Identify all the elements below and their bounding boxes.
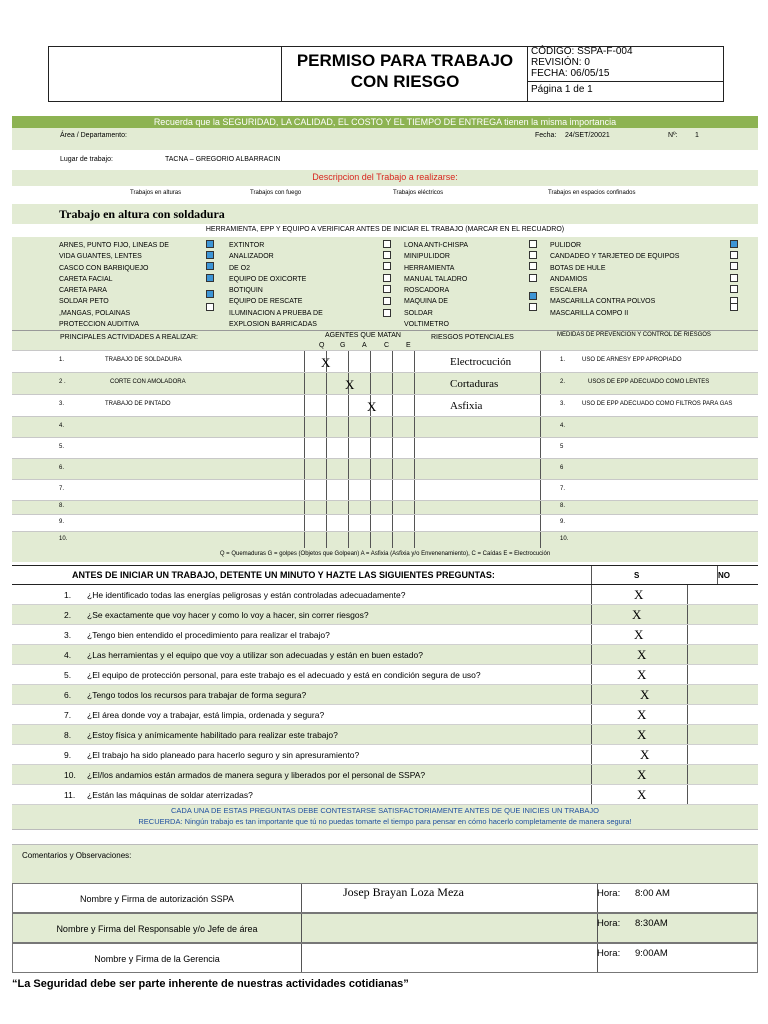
checkbox-minipulidor[interactable]	[529, 251, 537, 259]
risk-cell	[540, 351, 541, 372]
activity-num: 8.	[59, 503, 65, 509]
agents-cell	[304, 459, 305, 479]
risks-header: RIESGOS POTENCIALES	[431, 334, 514, 341]
equipment-col4	[550, 240, 730, 319]
agents-cell	[304, 501, 305, 514]
question-text: ¿Se exactamente que voy hacer y como lo voy a hacer, sin correr riesgos?	[87, 610, 369, 620]
equip-item: ESCALERA	[550, 287, 588, 295]
type-fuego: Trabajos con fuego	[250, 190, 302, 196]
equip-item: EQUIPO DE RESCATE	[229, 298, 303, 306]
lugar-row	[12, 150, 758, 170]
agent-g-cell	[348, 515, 349, 531]
equip-item: ILUMINACION A PRUEBA DE	[229, 309, 323, 317]
answer-si-mark: X	[640, 687, 650, 702]
question-num: 4.	[64, 650, 72, 660]
checkbox-casco[interactable]	[206, 262, 214, 270]
agent-a-cell	[370, 373, 371, 394]
agent-c-cell	[392, 515, 393, 531]
agent-a-cell	[370, 417, 371, 437]
checkbox-herramienta[interactable]	[529, 262, 537, 270]
agent-e-cell	[414, 373, 415, 394]
si-label: S	[634, 571, 640, 580]
equip-item: MANUAL TALADRO	[404, 275, 468, 283]
agent-a-cell	[370, 351, 371, 372]
header-logo-cell	[48, 46, 282, 102]
agent-e-cell	[414, 351, 415, 372]
measure-text: USO DE EPP ADECUADO COMO FILTROS PARA GAS	[582, 401, 733, 407]
question-text: ¿He identificado todas las energías peligrosas y están controladas adecuadamente?	[87, 590, 406, 600]
answer-si-cell[interactable]	[591, 685, 687, 704]
question-text: ¿Tengo bien entendido el procedimiento para realizar el trabajo?	[87, 630, 330, 640]
agent-letter-g: G	[340, 342, 346, 349]
equip-item: SOLDAR PETO	[59, 298, 109, 306]
measures-header: MEDIDAS DE PREVENCION Y CONTROL DE RIESGOS	[557, 332, 711, 338]
activity-num: 7.	[59, 486, 65, 492]
comments-box[interactable]	[12, 845, 758, 883]
checkbox-careta-soldar[interactable]	[206, 290, 214, 298]
activity-num: 1.	[59, 357, 65, 363]
descripcion-title: Descripcion del Trabajo a realizarse:	[312, 172, 458, 182]
agent-q-cell	[326, 438, 327, 458]
question-row	[12, 785, 758, 805]
answer-no-cell[interactable]	[687, 685, 758, 704]
equip-item: SOLDAR	[404, 309, 433, 317]
answer-no-cell[interactable]	[687, 765, 758, 784]
checkbox-botiquin[interactable]	[383, 285, 391, 293]
question-row	[12, 725, 758, 745]
agent-c-cell	[392, 351, 393, 372]
equip-item: LONA ANTI-CHISPA	[404, 242, 469, 249]
no-label: NO	[718, 571, 730, 580]
equip-item: ROSCADORA	[404, 287, 450, 295]
answer-no-cell[interactable]	[687, 745, 758, 764]
equip-item: PROTECCION AUDITIVA	[59, 321, 139, 329]
checkbox-voltimetro[interactable]	[529, 303, 537, 311]
note-1: CADA UNA DE ESTAS PREGUNTAS DEBE CONTESTARSE SATISFACTORIAMENTE ANTES DE QUE INICIES UN TRABAJO	[171, 806, 599, 815]
agent-c-cell	[392, 480, 393, 500]
comments-label: Comentarios y Observaciones:	[22, 851, 132, 860]
answer-no-cell[interactable]	[687, 605, 758, 624]
activity-num: 2 .	[59, 379, 66, 385]
agent-c-cell	[392, 459, 393, 479]
agents-cell	[304, 351, 305, 372]
hora-label: Hora:	[597, 948, 621, 959]
answer-no-cell[interactable]	[687, 645, 758, 664]
work-title-row	[12, 204, 758, 224]
table-row	[12, 514, 758, 531]
risk-cell	[540, 532, 541, 548]
equip-item: VIDA GUANTES, LENTES	[59, 253, 142, 261]
agent-q-cell	[326, 373, 327, 394]
question-num: 6.	[64, 690, 72, 700]
checkbox-oxicorte[interactable]	[383, 274, 391, 282]
equipment-col1	[59, 240, 199, 330]
signature-label: Nombre y Firma de la Gerencia	[94, 954, 220, 964]
header-title-line2: CON RIESGO	[350, 72, 460, 91]
equip-item: ARNES, PUNTO FIJO, LINEAS DE	[59, 242, 169, 249]
table-row	[12, 479, 758, 500]
hora-cell	[597, 914, 759, 942]
header-meta	[527, 46, 724, 102]
hora-value: 8:00 AM	[635, 888, 670, 899]
equip-item: EQUIPO DE OXICORTE	[229, 275, 307, 283]
equipment-title: HERRAMIENTA, EPP Y EQUIPO A VERIFICAR ANTES DE INICIAR EL TRABAJO (MARCAR EN EL RECUADRO)	[205, 226, 565, 233]
risk-cell	[540, 417, 541, 437]
answer-no-cell[interactable]	[687, 705, 758, 724]
equip-item: CANDADEO Y TARJETEO DE EQUIPOS	[550, 253, 680, 261]
table-row	[12, 458, 758, 479]
agent-letter-a: A	[362, 342, 367, 349]
agent-g-cell	[348, 501, 349, 514]
question-row	[12, 665, 758, 685]
checkbox-escalera[interactable]	[730, 285, 738, 293]
equip-item: MASCARILLA CONTRA POLVOS	[550, 298, 656, 306]
agent-q-cell	[326, 501, 327, 514]
equip-item: EXPLOSION BARRICADAS	[229, 321, 317, 329]
agent-a-cell	[370, 515, 371, 531]
measure-text: USOS DE EPP ADECUADO COMO LENTES	[588, 379, 710, 385]
answer-si-mark: X	[637, 647, 647, 662]
agent-q-cell	[326, 515, 327, 531]
agent-g-cell	[348, 480, 349, 500]
note-2: RECUERDA: Ningún trabajo es tan importante que tú no puedas tomarte el tiempo para pensar en cómo hacerlo completamente de manera segura!	[138, 817, 632, 826]
answer-si-mark: X	[640, 747, 650, 762]
agent-e-cell	[414, 459, 415, 479]
equipment-title-row	[12, 224, 758, 237]
footer-quote: “La Seguridad debe ser parte inherente de nuestras actividades cotidianas”	[12, 978, 409, 990]
type-confinados: Trabajos en espacios confinados	[548, 190, 636, 196]
agent-c-cell	[392, 417, 393, 437]
hora-label: Hora:	[597, 888, 621, 899]
equip-item: ANDAMIOS	[550, 275, 588, 283]
equip-item: MASCARILLA COMPO II	[550, 309, 629, 317]
agents-cell	[304, 532, 305, 548]
question-num: 10.	[64, 770, 76, 780]
agents-cell	[304, 438, 305, 458]
checkbox-careta-facial[interactable]	[206, 274, 214, 282]
agents-cell	[304, 395, 305, 416]
agents-header: AGENTES QUE MATAN	[325, 332, 401, 339]
risk-cell	[540, 373, 541, 394]
activity-num: 5.	[59, 444, 65, 450]
area-label: Área / Departamento:	[60, 132, 127, 139]
activity-text: TRABAJO DE PINTADO	[105, 401, 171, 407]
agent-q-cell	[326, 417, 327, 437]
agent-q-cell	[326, 480, 327, 500]
question-row	[12, 765, 758, 785]
question-row	[12, 745, 758, 765]
answer-no-cell[interactable]	[687, 625, 758, 644]
question-num: 7.	[64, 710, 72, 720]
signature-row	[12, 913, 758, 943]
agent-e-cell	[414, 480, 415, 500]
equip-item: ANALIZADOR	[229, 253, 274, 261]
risk-text: Electrocución	[450, 356, 512, 368]
table-row	[12, 416, 758, 437]
agent-q-cell	[326, 532, 327, 548]
agent-e-cell	[414, 395, 415, 416]
table-row	[12, 372, 758, 394]
agent-letter-c: C	[384, 342, 390, 349]
hora-label: Hora:	[597, 918, 621, 929]
equip-item: MAQUINA DE	[404, 298, 448, 306]
equip-item: VOLTIMETRO	[404, 321, 449, 329]
agent-mark: X	[321, 355, 331, 370]
risk-cell	[540, 459, 541, 479]
checkbox-arnes[interactable]	[206, 240, 214, 248]
question-text: ¿Tengo todos los recursos para trabajar de forma segura?	[87, 690, 307, 700]
activity-text: TRABAJO DE SOLDADURA	[105, 357, 182, 363]
question-text: ¿El/los andamios están armados de manera segura y liberados por el personal de SSPA?	[87, 770, 426, 780]
table-row	[12, 531, 758, 548]
measure-text: USO DE ARNESY EPP APROPIADO	[582, 357, 682, 363]
answer-si-mark: X	[637, 727, 647, 742]
equip-item: CASCO CON BARBIQUEJO	[59, 264, 149, 272]
notes-row	[12, 805, 758, 829]
lugar-label: Lugar de trabajo:	[60, 156, 113, 163]
answer-si-mark: X	[637, 787, 647, 802]
agent-letter-e: E	[406, 342, 411, 349]
agent-c-cell	[392, 532, 393, 548]
hora-cell	[597, 944, 759, 972]
equip-item: HERRAMIENTA	[404, 264, 455, 272]
checkbox-maquina-soldar[interactable]	[529, 292, 537, 300]
activity-num: 4.	[59, 423, 65, 429]
question-num: 3.	[64, 630, 72, 640]
equip-item: CARETA PARA	[59, 287, 107, 295]
question-num: 2.	[64, 610, 72, 620]
num-value: 1	[695, 132, 699, 139]
question-num: 9.	[64, 750, 72, 760]
agent-mark: X	[367, 399, 377, 414]
agent-e-cell	[414, 515, 415, 531]
measure-num: 9.	[560, 519, 566, 525]
question-text: ¿El equipo de protección personal, para este trabajo es el adecuado y está en condición segura de uso?	[87, 670, 481, 680]
table-row	[12, 394, 758, 416]
agent-a-cell	[370, 501, 371, 514]
answer-no-cell[interactable]	[687, 785, 758, 804]
risk-cell	[540, 501, 541, 514]
question-row	[12, 685, 758, 705]
agent-g-cell	[348, 532, 349, 548]
equip-item: EXTINTOR	[229, 242, 265, 249]
header-page: Página 1 de 1	[528, 81, 724, 95]
questions-title: ANTES DE INICIAR UN TRABAJO, DETENTE UN MINUTO Y HAZTE LAS SIGUIENTES PREGUNTAS:	[72, 570, 495, 580]
activity-text: CORTE CON AMOLADORA	[110, 379, 186, 385]
risk-cell	[540, 480, 541, 500]
measure-num: 4.	[560, 423, 566, 429]
question-num: 1.	[64, 590, 72, 600]
agent-c-cell	[392, 373, 393, 394]
header-title-line1: PERMISO PARA TRABAJO	[296, 51, 514, 70]
checkbox-candadeo[interactable]	[730, 251, 738, 259]
question-text: ¿El área donde voy a trabajar, está limpia, ordenada y segura?	[87, 710, 325, 720]
measure-num: 3.	[560, 401, 566, 407]
work-title: Trabajo en altura con soldadura	[59, 207, 225, 221]
question-row	[12, 645, 758, 665]
answer-si-mark: X	[632, 607, 642, 622]
types-row	[12, 186, 758, 204]
type-alturas: Trabajos en alturas	[130, 190, 182, 196]
signature-label: Nombre y Firma de autorización SSPA	[80, 894, 234, 904]
header-title	[284, 50, 526, 92]
equip-item: BOTAS DE HULE	[550, 264, 606, 272]
agent-g-cell	[348, 417, 349, 437]
question-row	[12, 705, 758, 725]
checkbox-mascarilla-compo[interactable]	[730, 303, 738, 311]
signature-field[interactable]	[301, 944, 597, 972]
agent-a-cell	[370, 459, 371, 479]
agents-legend: Q = Quemaduras G = golpes (Objetos que Golpean) A = Asfixia (Asfixia y/o Envenenamiento), C = Caídas E = Electrocución	[219, 551, 551, 557]
agent-e-cell	[414, 532, 415, 548]
agent-q-cell	[326, 395, 327, 416]
equip-item: ,MANGAS, POLAINAS	[59, 309, 131, 317]
question-num: 8.	[64, 730, 72, 740]
risk-cell	[540, 438, 541, 458]
risk-cell	[540, 395, 541, 416]
answer-no-cell[interactable]	[687, 665, 758, 684]
signature-row	[12, 883, 758, 913]
answer-no-cell[interactable]	[687, 585, 758, 604]
answer-si-mark: X	[637, 767, 647, 782]
equip-item: BOTIQUIN	[229, 287, 263, 295]
answer-si-mark: X	[637, 667, 647, 682]
equip-item: PULIDOR	[550, 242, 582, 249]
question-text: ¿Las herramientas y el equipo que voy a utilizar son adecuadas y están en buen estado?	[87, 650, 423, 660]
risk-text: Cortaduras	[450, 378, 499, 390]
answer-si-mark: X	[634, 587, 644, 602]
activity-num: 9.	[59, 519, 65, 525]
checkbox-de-o2[interactable]	[383, 262, 391, 270]
checkbox-analizador[interactable]	[383, 251, 391, 259]
agent-g-cell	[348, 459, 349, 479]
agent-e-cell	[414, 438, 415, 458]
checkbox-proteccion-auditiva[interactable]	[206, 303, 214, 311]
legend-row	[12, 548, 758, 562]
risk-text: Asfixia	[450, 400, 483, 412]
equip-item: DE O2	[229, 264, 251, 272]
question-num: 11.	[64, 790, 76, 800]
table-row	[12, 350, 758, 372]
question-text: ¿Están las máquinas de soldar aterrizadas?	[87, 790, 253, 800]
checkbox-rescate[interactable]	[383, 297, 391, 305]
activities-header-row	[12, 330, 758, 350]
question-num: 5.	[64, 670, 72, 680]
measure-num: 10.	[560, 536, 569, 542]
equipment-col2	[229, 240, 379, 330]
agent-e-cell	[414, 417, 415, 437]
header-revision: REVISIÓN: 0	[531, 57, 590, 68]
checkbox-vida-guantes[interactable]	[206, 251, 214, 259]
table-row	[12, 500, 758, 514]
agents-cell	[304, 515, 305, 531]
agent-g-cell	[348, 395, 349, 416]
agent-c-cell	[392, 395, 393, 416]
area-row	[12, 128, 758, 150]
agent-g-cell	[348, 351, 349, 372]
question-row	[12, 605, 758, 625]
measure-num: 6	[560, 465, 564, 471]
checkbox-pulidor[interactable]	[730, 240, 738, 248]
checkbox-botas[interactable]	[730, 262, 738, 270]
type-electricos: Trabajos eléctricos	[393, 190, 444, 196]
agent-c-cell	[392, 501, 393, 514]
measure-num: 7.	[560, 486, 566, 492]
agent-a-cell	[370, 532, 371, 548]
banner: Recuerda que la SEGURIDAD, LA CALIDAD, EL COSTO Y EL TIEMPO DE ENTREGA tienen la misma importancia	[12, 116, 758, 128]
header-code: CÓDIGO: SSPA-F-004	[531, 46, 633, 57]
signature-name: Josep Brayan Loza Meza	[343, 885, 464, 899]
checkbox-taladro[interactable]	[529, 274, 537, 282]
fecha-value: 24/SET/20021	[565, 132, 610, 139]
measure-num: 2.	[560, 379, 566, 385]
answer-si-mark: X	[637, 707, 647, 722]
question-text: ¿Estoy física y anímicamente habilitado para realizar este trabajo?	[87, 730, 338, 740]
fecha-label: Fecha:	[535, 132, 557, 139]
risk-cell	[540, 515, 541, 531]
activities-header: PRINCIPALES ACTIVIDADES A REALIZAR:	[60, 334, 198, 341]
hora-value: 9:00AM	[635, 948, 668, 959]
equip-item: MINIPULIDOR	[404, 253, 450, 261]
signature-row	[12, 943, 758, 973]
table-row	[12, 437, 758, 458]
agent-e-cell	[414, 501, 415, 514]
lugar-value: TACNA – GREGORIO ALBARRACIN	[165, 156, 281, 163]
measure-num: 5	[560, 444, 564, 450]
question-row	[12, 625, 758, 645]
checkbox-iluminacion[interactable]	[383, 309, 391, 317]
agent-letter-q: Q	[319, 342, 325, 349]
answer-si-mark: X	[634, 627, 644, 642]
spacer-row	[12, 829, 758, 845]
question-text: ¿El trabajo ha sido planeado para hacerlo seguro y sin apresuramiento?	[87, 750, 360, 760]
agent-mark: X	[345, 377, 355, 392]
header-date: FECHA: 06/05/15	[531, 68, 610, 79]
checkbox-andamios[interactable]	[730, 274, 738, 282]
activity-num: 3.	[59, 401, 65, 407]
descripcion-row	[12, 170, 758, 186]
agents-cell	[304, 480, 305, 500]
answer-si-cell[interactable]	[591, 745, 687, 764]
measure-num: 8.	[560, 503, 566, 509]
num-label: Nº:	[668, 132, 678, 139]
agent-a-cell	[370, 438, 371, 458]
hora-cell	[597, 884, 759, 912]
equip-item: CARETA FACIAL	[59, 275, 113, 283]
activity-num: 10.	[59, 536, 68, 542]
question-row	[12, 585, 758, 605]
agent-g-cell	[348, 438, 349, 458]
measure-num: 1.	[560, 357, 566, 363]
agent-a-cell	[370, 480, 371, 500]
agent-q-cell	[326, 459, 327, 479]
checkbox-extintor[interactable]	[383, 240, 391, 248]
agents-cell	[304, 373, 305, 394]
equipment-col3	[404, 240, 524, 330]
signature-field[interactable]	[301, 914, 597, 942]
signature-label: Nombre y Firma del Responsable y/o Jefe de área	[56, 924, 258, 934]
agents-cell	[304, 417, 305, 437]
answer-no-cell[interactable]	[687, 725, 758, 744]
hora-value: 8:30AM	[635, 918, 668, 929]
checkbox-lona[interactable]	[529, 240, 537, 248]
activity-num: 6.	[59, 465, 65, 471]
questions-header-row	[12, 565, 758, 585]
agent-c-cell	[392, 438, 393, 458]
